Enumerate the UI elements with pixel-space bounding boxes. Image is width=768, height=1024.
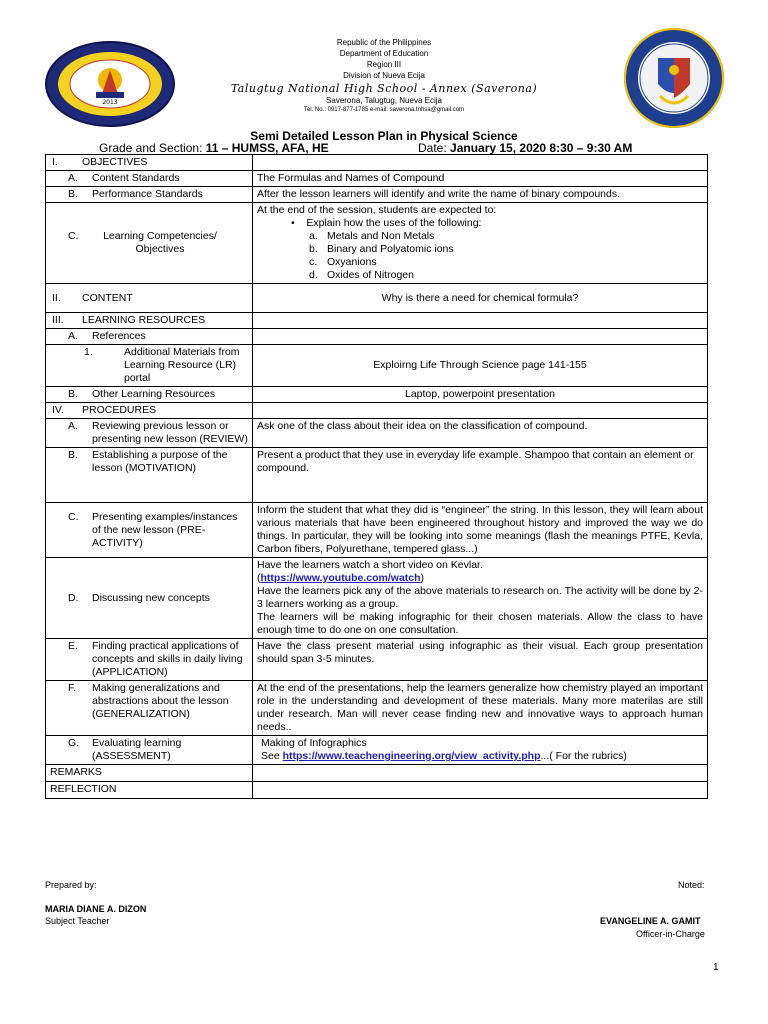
preactivity-value: Inform the student that what they did is “engineer” the string. In this lesson, they will learn about various materials that have been engineered throughout history and improved the way we do things. In particular, they will be looking into some meanings (flash the meanings PTFE, Kevla, Carbon fibers, Polyurethane, tempered glass...) xyxy=(253,503,708,558)
prepared-by-label: Prepared by: xyxy=(45,880,97,890)
assessment-line1: Making of Infographics xyxy=(261,737,367,749)
remarks-label: REMARKS xyxy=(46,765,253,782)
paren-close: ) xyxy=(420,572,425,584)
review-label: Reviewing previous lesson or presenting new lesson (REVIEW) xyxy=(92,420,248,445)
header-division: Division of Nueva Ecija xyxy=(343,71,425,80)
motivation-num: B. xyxy=(68,449,78,461)
discussing-line1: Have the learners watch a short video on Kevlar. xyxy=(257,559,483,571)
competencies-list xyxy=(257,230,703,282)
lesson-plan-table xyxy=(45,154,708,799)
row-performance-standards xyxy=(46,187,708,203)
references-label: References xyxy=(92,330,146,342)
content-label: CONTENT xyxy=(82,291,133,304)
review-num: A. xyxy=(68,420,78,432)
procedures-label: PROCEDURES xyxy=(82,404,157,416)
competencies-intro: At the end of the session, students are expected to: xyxy=(257,204,497,216)
assessment-value xyxy=(253,736,708,765)
row-review xyxy=(46,419,708,448)
generalization-label: Making generalizations and abstractions about the lesson (GENERALIZATION) xyxy=(92,682,229,720)
row-pre-activity xyxy=(46,503,708,558)
item-text: Metals and Non Metals xyxy=(327,230,435,242)
row-other-resources xyxy=(46,387,708,403)
item-letter: a. xyxy=(309,230,318,242)
page-number: 1 xyxy=(713,962,719,973)
lesson-plan-title: Semi Detailed Lesson Plan in Physical Science xyxy=(250,129,518,143)
row-content-standards xyxy=(46,171,708,187)
performance-standards-value: After the lesson learners will identify and write the name of binary compounds. xyxy=(253,187,708,203)
grade-label: Grade and Section: xyxy=(99,141,206,155)
competencies-label: Learning Competencies/ Objectives xyxy=(103,230,217,255)
row-remarks xyxy=(46,765,708,782)
row-objectives xyxy=(46,155,708,171)
row-content xyxy=(46,284,708,313)
header-region: Region III xyxy=(366,60,402,69)
preparer-role: Subject Teacher xyxy=(45,916,110,926)
reflection-label: REFLECTION xyxy=(46,782,253,799)
date-label: Date: xyxy=(418,141,451,155)
discussing-num: D. xyxy=(68,591,79,604)
item-text: Binary and Polyatomic ions xyxy=(327,243,454,255)
content-value: Why is there a need for chemical formula? xyxy=(253,284,708,313)
other-num: B. xyxy=(68,388,78,400)
row-references xyxy=(46,329,708,345)
youtube-link[interactable]: https://www.youtube.com/watch xyxy=(260,572,421,584)
list-item xyxy=(309,269,703,282)
competencies-num: C. xyxy=(68,230,79,242)
preparer-name: MARIA DIANE A. DIZON xyxy=(45,904,147,914)
header-school-name: Talugtug National High School - Annex (Saverona) xyxy=(230,82,538,95)
item-text: Oxides of Nitrogen xyxy=(327,269,414,281)
row-assessment xyxy=(46,736,708,765)
item-letter: c. xyxy=(309,256,318,268)
objectives-num: I. xyxy=(52,156,58,168)
performance-standards-num: B. xyxy=(68,188,78,200)
discussing-line3: Have the learners pick any of the above materials to research on. The activity will be done by 2-3 learners working as a group. xyxy=(257,585,703,610)
additional-label: Additional Materials from Learning Resource (LR) portal xyxy=(124,346,240,384)
review-value: Ask one of the class about their idea on the classification of compound. xyxy=(253,419,708,448)
preactivity-num: C. xyxy=(68,510,79,523)
additional-value: Exploirng Life Through Science page 141-155 xyxy=(253,345,708,387)
rubrics-text: ...( For the rubrics) xyxy=(540,750,627,762)
content-standards-num: A. xyxy=(68,172,78,184)
header-republic: Republic of the Philippines xyxy=(336,38,432,47)
assessment-label: Evaluating learning (ASSESSMENT) xyxy=(92,737,182,762)
other-label: Other Learning Resources xyxy=(92,388,216,400)
application-num: E. xyxy=(68,640,78,652)
item-letter: b. xyxy=(309,243,318,255)
discussing-line4: The learners will be making infographic for their chosen materials. Allow the class to have enough time to do one on one consultation. xyxy=(257,611,703,636)
item-text: Oxyanions xyxy=(327,256,377,268)
item-letter: d. xyxy=(309,269,318,281)
see-text: See xyxy=(261,750,283,762)
row-reflection xyxy=(46,782,708,799)
procedures-num: IV. xyxy=(52,404,64,416)
motivation-label: Establishing a purpose of the lesson (MOTIVATION) xyxy=(92,449,228,474)
application-value: Have the class present material using infographic as their visual. Each group presentation should span 3-5 minutes. xyxy=(253,639,708,681)
competencies-value xyxy=(253,203,708,284)
preactivity-label: Presenting examples/instances of the new lesson (PRE-ACTIVITY) xyxy=(92,510,238,549)
generalization-num: F. xyxy=(68,682,77,694)
header-address: Saverona, Talugtug, Nueva Ecija xyxy=(326,96,442,105)
other-value: Laptop, powerpoint presentation xyxy=(253,387,708,403)
date-line xyxy=(418,141,632,155)
assessment-link-line xyxy=(257,750,703,763)
discussing-label: Discussing new concepts xyxy=(92,591,210,604)
noter-role: Officer-in-Charge xyxy=(636,929,705,939)
competencies-bullet: • Explain how the uses of the following: xyxy=(291,217,482,229)
motivation-value: Present a product that they use in everyday life example. Shampoo that contain an element or compound. xyxy=(253,448,708,503)
row-competencies xyxy=(46,203,708,284)
objectives-label: OBJECTIVES xyxy=(82,156,148,168)
content-standards-label: Content Standards xyxy=(92,172,180,184)
row-motivation xyxy=(46,448,708,503)
discussing-value xyxy=(253,558,708,639)
application-label: Finding practical applications of concepts and skills in daily living (APPLICATION) xyxy=(92,640,243,678)
teachengineering-link[interactable]: https://www.teachengineering.org/view_activity.php xyxy=(282,750,541,762)
date-value: January 15, 2020 8:30 – 9:30 AM xyxy=(450,141,633,155)
performance-standards-label: Performance Standards xyxy=(92,188,203,200)
list-item xyxy=(309,256,703,269)
resources-num: III. xyxy=(52,314,64,326)
row-additional-materials xyxy=(46,345,708,387)
content-standards-value: The Formulas and Names of Compound xyxy=(253,171,708,187)
row-application xyxy=(46,639,708,681)
references-num: A. xyxy=(68,330,78,342)
content-num: II. xyxy=(52,291,61,304)
header-department: Department of Education xyxy=(339,49,429,58)
assessment-num: G. xyxy=(68,737,80,749)
paren-open: ( xyxy=(257,572,261,584)
noter-name: EVANGELINE A. GAMIT xyxy=(600,916,701,926)
row-discussing xyxy=(46,558,708,639)
noted-label: Noted: xyxy=(678,880,705,890)
grade-value: 11 – HUMSS, AFA, HE xyxy=(205,141,329,155)
additional-num: 1. xyxy=(84,346,93,358)
row-procedures xyxy=(46,403,708,419)
generalization-value: At the end of the presentations, help the learners generalize how chemistry played an important role in the understanding and development of these materials. Many more materilas are still under research. Man will never cease finding new and innovative ways to approach human needs.. xyxy=(253,681,708,736)
list-item xyxy=(309,230,703,243)
list-item xyxy=(309,243,703,256)
row-learning-resources xyxy=(46,313,708,329)
row-generalization xyxy=(46,681,708,736)
competencies-bullet-text: Explain how the uses of the following: xyxy=(306,217,482,229)
resources-label: LEARNING RESOURCES xyxy=(82,314,206,326)
grade-section-line xyxy=(99,141,329,155)
svg-text:2013: 2013 xyxy=(102,99,118,106)
header-contact: Tel. No.: 0917-877-1785 e-mail: saverona.tnhsa@gmail.com xyxy=(303,107,465,113)
discussing-link-line xyxy=(257,572,703,585)
